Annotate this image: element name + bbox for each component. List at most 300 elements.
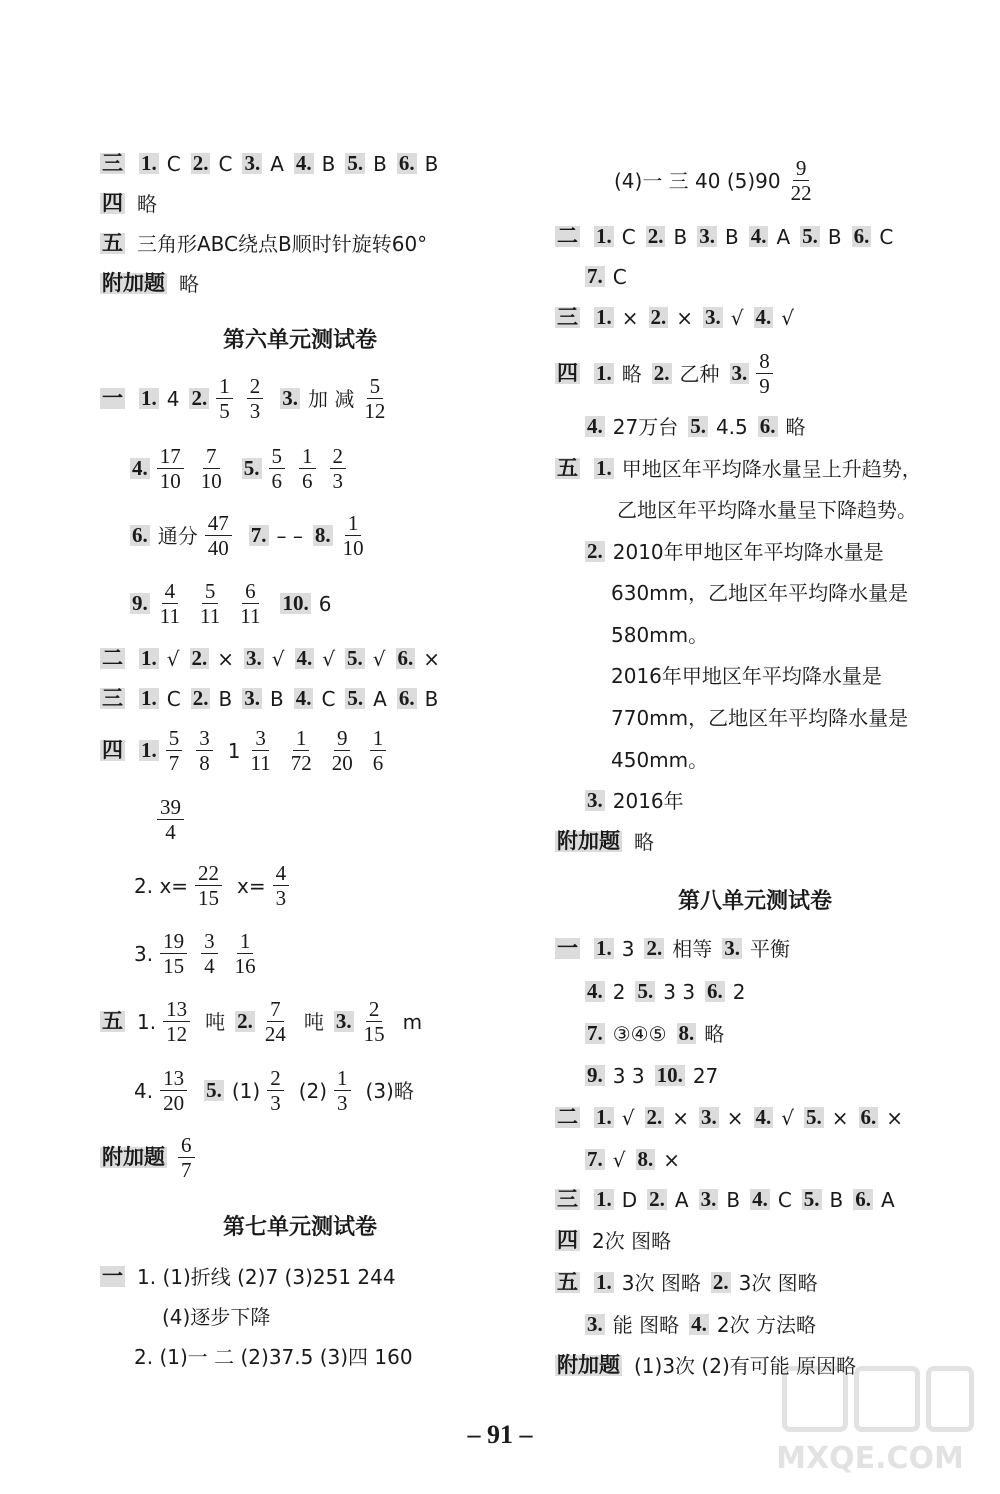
numerator: 5 [367, 375, 384, 399]
answer-text: 4.5 [715, 414, 748, 439]
fraction [216, 375, 233, 422]
denominator: 16 [234, 954, 256, 979]
fraction [205, 512, 232, 559]
numerator: 2 [366, 998, 383, 1022]
question-number: 4. [587, 414, 603, 438]
answer-text: 2次 方法略 [716, 1312, 816, 1337]
numerator: 6 [242, 580, 259, 604]
answer-text: 27万台 [612, 414, 679, 439]
fraction [195, 862, 222, 909]
answer-text: 3次 图略 [621, 1270, 701, 1295]
section-label: 四 [102, 738, 123, 763]
answer-text: 3. [134, 941, 154, 966]
answer-line [613, 498, 917, 520]
fraction [237, 580, 263, 627]
section-label: 五 [102, 231, 123, 255]
numerator: 1 [334, 1067, 351, 1091]
numerator: 7 [203, 445, 220, 469]
answer-line [610, 157, 822, 204]
denominator: 3 [249, 399, 261, 424]
fraction [288, 727, 315, 774]
answer-text: 能 图略 [612, 1312, 680, 1337]
question-number: 4. [132, 456, 148, 481]
answer-text: × [886, 1105, 904, 1130]
answer-text: √ [621, 1105, 635, 1130]
answer-text: √ [781, 305, 795, 330]
answer-text: B [827, 224, 842, 249]
answer-text: × [423, 646, 441, 671]
numerator: 19 [160, 930, 187, 954]
question-number: 1. [596, 361, 612, 386]
question-number: 5. [637, 979, 654, 1003]
fraction [232, 930, 259, 977]
fraction [157, 796, 184, 843]
denominator: 10 [342, 536, 364, 561]
answer-line [150, 796, 191, 843]
answer-text: 略 [137, 191, 157, 216]
numerator: 5 [166, 727, 183, 751]
answer-line [100, 998, 422, 1045]
answer-line [555, 830, 654, 852]
denominator: 22 [790, 181, 812, 206]
answer-text: – – [276, 523, 303, 548]
answer-text: C [166, 686, 181, 711]
answer-text: 2. (1)一 二 (2)37.5 (3)四 160 [134, 1344, 413, 1369]
section-label: 一 [102, 1264, 123, 1288]
answer-text: C [879, 224, 894, 249]
answer-text: 略 [634, 829, 654, 854]
answer-line [585, 415, 806, 437]
question-number: 3. [724, 936, 740, 960]
denominator: 4 [165, 820, 176, 845]
question-number: 2. [587, 539, 603, 563]
section-label: 四 [557, 361, 578, 386]
numerator: 1 [299, 445, 316, 469]
question-number: 4. [691, 1312, 707, 1336]
section-label: 附加题 [557, 1353, 620, 1377]
answer-line [585, 1313, 816, 1335]
answer-line [130, 862, 296, 909]
question-number: 3. [587, 788, 603, 812]
numerator: 1 [370, 727, 387, 751]
fraction [269, 445, 286, 492]
answer-text: A [776, 224, 791, 249]
question-number: 6. [132, 523, 148, 548]
section-label: 三 [557, 1187, 578, 1211]
denominator: 20 [331, 751, 353, 776]
answer-text: 甲地区年平均降水量呈上升趋势， [621, 456, 922, 481]
fraction [273, 862, 290, 909]
fraction [196, 727, 213, 774]
answer-line [100, 232, 427, 254]
answer-text: 4. [134, 1078, 154, 1103]
answer-line [555, 225, 893, 247]
answer-line [100, 1265, 396, 1287]
answer-text: 三角形ABC绕点B顺时针旋转60° [137, 231, 428, 256]
answer-line [100, 375, 395, 422]
fraction [756, 350, 773, 397]
question-number: 3. [700, 1187, 717, 1211]
section-label: 三 [102, 151, 123, 175]
question-number: 1. [596, 456, 612, 480]
fraction [262, 998, 289, 1045]
answer-text: C [218, 151, 233, 176]
question-number: 6. [397, 646, 414, 670]
answer-text: 1. (1)折线 (2)7 (3)251 244 [137, 1264, 396, 1289]
section-label: 二 [557, 224, 578, 248]
numerator: 1 [345, 512, 362, 536]
answer-text: B [269, 686, 284, 711]
answer-line [585, 980, 746, 1002]
answer-text: √ [781, 1105, 795, 1130]
fraction [247, 727, 273, 774]
answer-line [555, 1271, 818, 1293]
answer-text: × [672, 1105, 690, 1130]
answer-text: √ [166, 646, 180, 671]
question-number: 5. [347, 151, 364, 175]
answer-text: B [829, 1187, 844, 1212]
fraction [361, 998, 388, 1045]
numerator: 4 [162, 580, 179, 604]
question-number: 1. [141, 151, 157, 175]
answer-text: 3次 图略 [738, 1270, 818, 1295]
answer-line [100, 192, 157, 214]
answer-text: (2) [298, 1078, 328, 1103]
question-number: 1. [596, 224, 612, 248]
answer-text: B [373, 151, 387, 176]
section-label: 一 [557, 936, 578, 960]
fraction [247, 375, 264, 422]
answer-text: √ [372, 646, 386, 671]
answer-text: B [424, 686, 439, 711]
answer-text: 略 [785, 414, 806, 439]
denominator: 5 [219, 399, 230, 424]
question-number: 3. [282, 386, 298, 411]
answer-text: 相等 [672, 936, 713, 961]
answer-line [100, 727, 393, 774]
question-number: 5. [803, 1187, 820, 1211]
answer-text: 3 3 [663, 979, 696, 1004]
answer-line [555, 1188, 895, 1210]
question-number: 3. [587, 1312, 603, 1336]
question-number: 10. [656, 1063, 683, 1087]
denominator: 72 [290, 751, 312, 776]
answer-text: C [621, 224, 636, 249]
answer-line [130, 512, 374, 559]
answer-text: × [726, 1105, 744, 1130]
answer-text: 3 3 [612, 1063, 645, 1088]
denominator: 3 [337, 1091, 348, 1116]
question-number: 10. [282, 591, 309, 616]
answer-text: A [270, 151, 284, 176]
denominator: 7 [181, 1158, 192, 1183]
fraction [340, 512, 367, 559]
answer-text: × [676, 305, 694, 330]
numerator: 9 [793, 157, 810, 181]
question-number: 6. [855, 1187, 872, 1211]
section-label: 三 [557, 305, 578, 329]
answer-text: C [612, 264, 627, 289]
numerator: 47 [205, 512, 232, 536]
question-number: 1. [141, 386, 157, 411]
section-label: 四 [102, 191, 123, 215]
answer-line [130, 1067, 414, 1114]
question-number: 5. [806, 1105, 822, 1129]
question-number: 8. [678, 1021, 695, 1045]
answer-text: 450mm。 [611, 747, 709, 772]
answer-text: A [674, 1187, 689, 1212]
answer-line [100, 1134, 202, 1181]
question-number: 5. [243, 456, 260, 481]
section-label: 五 [557, 456, 578, 480]
answer-text: 3 [621, 936, 635, 961]
answer-text: × [831, 1105, 849, 1130]
answer-text: ③④⑤ [612, 1021, 667, 1046]
answer-text: × [663, 1147, 681, 1172]
answer-text: 吨 [205, 1009, 226, 1034]
question-number: 3. [705, 305, 721, 329]
answer-text: √ [322, 646, 336, 671]
question-number: 4. [750, 224, 767, 248]
answer-text: 吨 [303, 1009, 324, 1034]
answer-line [555, 306, 794, 328]
answer-text: x= [237, 873, 266, 898]
question-number: 2. [192, 686, 209, 710]
numerator: 5 [269, 445, 286, 469]
denominator: 6 [372, 751, 384, 776]
numerator: 3 [196, 727, 213, 751]
watermark [770, 1366, 970, 1476]
denominator: 6 [271, 469, 282, 494]
answer-text: 略 [704, 1021, 725, 1046]
answer-text: 加 减 [307, 386, 355, 411]
section-label: 附加题 [102, 1145, 165, 1170]
fraction [198, 445, 225, 492]
question-number: 6. [707, 979, 723, 1003]
answer-line [555, 1229, 671, 1251]
question-number: 2. [192, 151, 209, 175]
answer-text: × [621, 305, 639, 330]
answer-text: 2 [612, 979, 626, 1004]
question-number: 2. [650, 305, 667, 329]
answer-text: 6 [318, 591, 332, 616]
answer-text: 27 [692, 1063, 719, 1088]
numerator: 6 [178, 1134, 195, 1158]
answer-line [100, 687, 438, 709]
section-label: 五 [557, 1270, 578, 1294]
answer-text: 2 [732, 979, 746, 1004]
watermark-logo [926, 1366, 974, 1432]
denominator: 15 [198, 886, 220, 911]
question-number: 2. [712, 1270, 729, 1294]
denominator: 7 [168, 751, 180, 776]
answer-text: C [321, 686, 336, 711]
denominator: 11 [199, 604, 221, 629]
unit7-title: 第七单元测试卷 [222, 1214, 377, 1240]
denominator: 6 [302, 469, 313, 494]
answer-line [585, 1064, 718, 1086]
fraction [201, 930, 218, 977]
question-number: 4. [295, 686, 312, 710]
numerator: 2 [330, 445, 347, 469]
denominator: 15 [363, 1022, 385, 1047]
answer-line [585, 1148, 680, 1170]
numerator: 3 [201, 930, 218, 954]
question-number: 9. [132, 591, 148, 616]
question-number: 2. [191, 386, 208, 411]
question-number: 1. [596, 305, 612, 329]
question-number: 6. [398, 686, 415, 710]
fraction [160, 1067, 187, 1114]
denominator: 11 [240, 604, 261, 629]
answer-text: 630mm，乙地区年平均降水量是 [611, 580, 909, 605]
answer-line [555, 457, 922, 479]
question-number: 3. [244, 686, 260, 710]
denominator: 12 [166, 1022, 188, 1047]
answer-text: 2. x= [134, 873, 189, 898]
answer-text: √ [730, 305, 744, 330]
question-number: 4. [587, 979, 603, 1003]
answer-text: 580mm。 [611, 622, 709, 647]
numerator: 1 [237, 930, 254, 954]
question-number: 1. [141, 738, 157, 763]
answer-line [607, 748, 708, 770]
answer-line [555, 350, 780, 397]
fraction [299, 445, 316, 492]
denominator: 24 [264, 1022, 286, 1047]
answer-text: 略 [621, 361, 642, 386]
answer-text: B [724, 224, 739, 249]
denominator: 12 [364, 399, 386, 424]
denominator: 4 [204, 954, 215, 979]
question-number: 2. [646, 936, 663, 960]
answer-line [100, 272, 199, 294]
question-number: 4. [755, 305, 772, 329]
answer-text: √ [612, 1147, 626, 1172]
fraction [166, 727, 183, 774]
denominator: 3 [270, 1091, 281, 1116]
answer-line [555, 1106, 903, 1128]
question-number: 1. [596, 1270, 612, 1294]
denominator: 9 [759, 374, 770, 399]
question-number: 2. [646, 1105, 663, 1129]
section-label: 二 [102, 646, 123, 670]
numerator: 2 [247, 375, 264, 399]
answer-text: 1 [227, 738, 241, 763]
watermark-url: MXQE.COM [776, 1441, 964, 1476]
question-number: 1. [596, 936, 612, 960]
answer-line [607, 706, 908, 728]
answer-line [607, 581, 908, 603]
fraction [788, 157, 815, 204]
question-number: 2. [649, 1187, 665, 1211]
answer-text: (4)一 三 40 (5)90 [614, 168, 781, 193]
answer-text: 2次 图略 [592, 1228, 672, 1253]
answer-text: (1)3次 (2)有可能 原因略 [634, 1353, 857, 1378]
question-number: 9. [587, 1063, 603, 1087]
question-number: 7. [250, 523, 267, 548]
question-number: 8. [314, 523, 331, 548]
page-number: – 91 – [467, 1420, 533, 1449]
question-number: 1. [596, 1105, 612, 1129]
denominator: 11 [250, 751, 271, 776]
numerator: 13 [163, 998, 190, 1022]
fraction [160, 930, 187, 977]
answer-line [555, 937, 790, 959]
answer-text: 平衡 [749, 936, 790, 961]
question-number: 4. [295, 151, 312, 175]
question-number: 3. [335, 1009, 352, 1034]
section-label: 三 [102, 686, 123, 710]
fraction [330, 445, 347, 492]
question-number: 6. [398, 151, 415, 175]
answer-text: A [373, 686, 387, 711]
answer-text: √ [271, 646, 285, 671]
numerator: 13 [160, 1067, 187, 1091]
fraction [370, 727, 387, 774]
answer-line [130, 1345, 413, 1367]
denominator: 40 [207, 536, 229, 561]
denominator: 20 [163, 1091, 185, 1116]
answer-text: 770mm，乙地区年平均降水量是 [611, 705, 909, 730]
question-number: 6. [860, 1105, 877, 1129]
section-label: 二 [557, 1105, 578, 1129]
question-number: 5. [802, 224, 818, 248]
answer-line [607, 664, 882, 686]
answer-text: C [777, 1187, 792, 1212]
question-number: 5. [347, 686, 364, 710]
numerator: 5 [202, 580, 219, 604]
answer-text: B [726, 1187, 741, 1212]
answer-line [130, 580, 331, 627]
question-number: 4. [755, 1105, 772, 1129]
fraction [361, 375, 388, 422]
fraction [197, 580, 223, 627]
numerator: 1 [216, 375, 233, 399]
answer-text: 2016年甲地区年平均降水量是 [611, 663, 882, 688]
question-number: 2. [647, 224, 664, 248]
numerator: 3 [252, 727, 269, 751]
fraction [329, 727, 356, 774]
question-number: 1. [596, 1187, 612, 1211]
denominator: 11 [159, 604, 180, 629]
question-number: 3. [699, 224, 715, 248]
numerator: 17 [157, 445, 184, 469]
denominator: 8 [199, 751, 210, 776]
question-number: 7. [587, 264, 603, 288]
question-number: 3. [244, 151, 261, 175]
answer-line [585, 1022, 724, 1044]
answer-line [130, 930, 266, 977]
answer-text: B [673, 224, 688, 249]
question-number: 3. [701, 1105, 717, 1129]
question-number: 2. [191, 646, 208, 670]
unit6-title: 第六单元测试卷 [222, 327, 377, 353]
answer-line [100, 152, 438, 174]
answer-text: A [881, 1187, 895, 1212]
answer-text: B [424, 151, 439, 176]
watermark-logo [782, 1366, 848, 1432]
answer-text: 乙种 [679, 361, 720, 386]
answer-text: 2010年甲地区年平均降水量是 [612, 539, 884, 564]
question-number: 3. [731, 361, 748, 386]
fraction [334, 1067, 351, 1114]
answer-text: 通分 [157, 523, 198, 548]
section-label: 一 [102, 386, 123, 411]
denominator: 10 [159, 469, 181, 494]
fraction [178, 1134, 195, 1181]
question-number: 5. [690, 414, 706, 438]
